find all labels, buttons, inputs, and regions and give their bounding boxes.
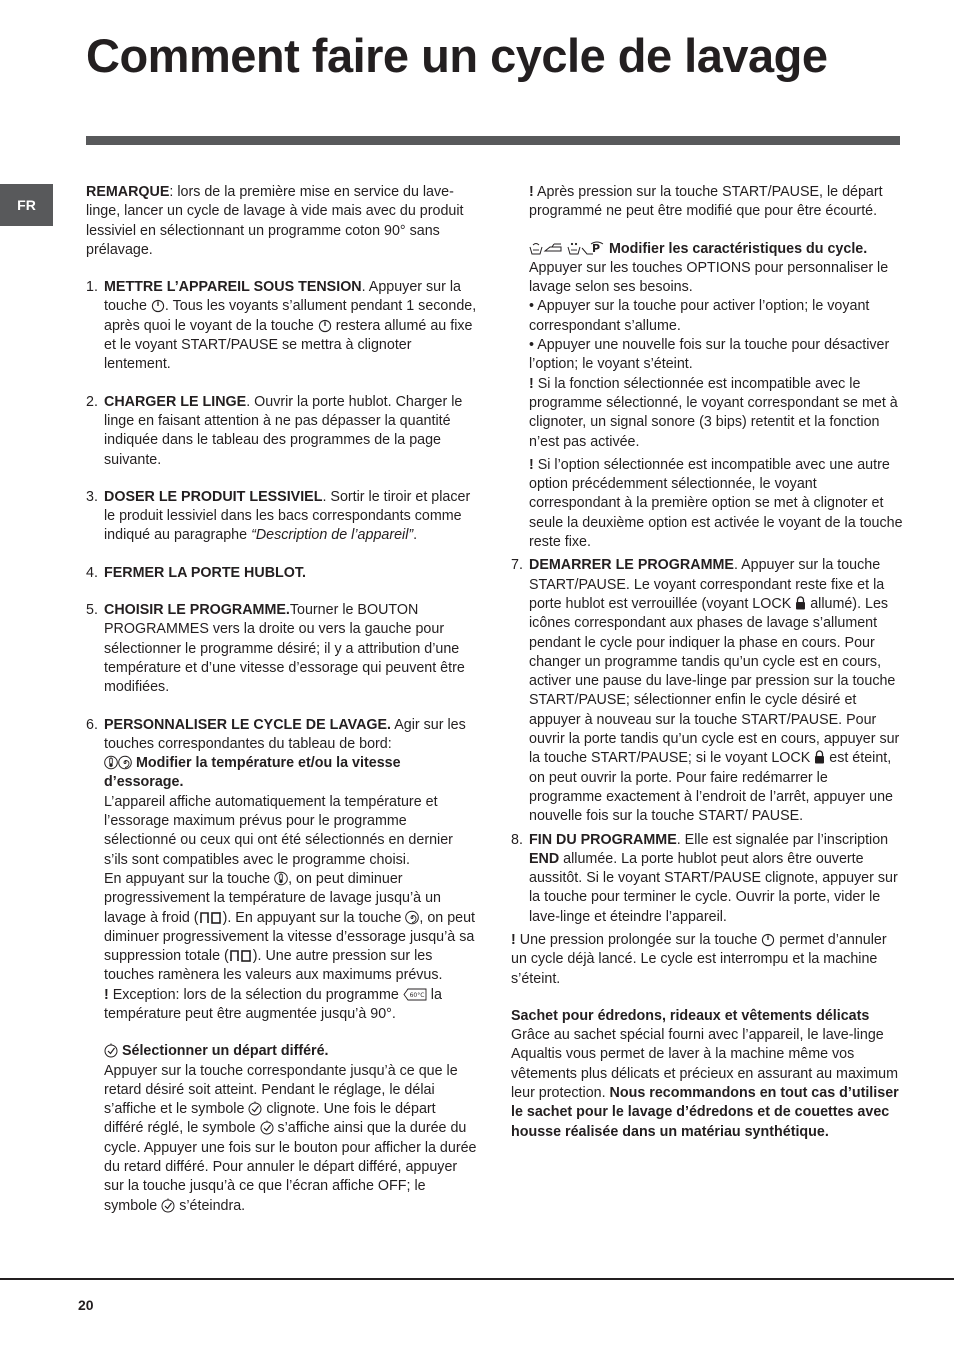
step-3: 3. DOSER LE PRODUIT LESSIVIEL. Sortir le tiroir et placer le produit lessiviel dans les bacs correspondants comme indiqué au paragraphe “Description de l’appareil”. (86, 488, 471, 544)
subsection-title: Modifier les caractéristiques du cycle. (605, 240, 868, 257)
step-number: 6. (86, 716, 98, 733)
lock-icon (795, 596, 806, 610)
thermometer-icon (274, 871, 288, 886)
footer-rule (0, 1278, 954, 1280)
off-display-icon (199, 910, 223, 925)
svg-text:60°C: 60°C (409, 991, 425, 999)
step-number: 3. (86, 488, 98, 505)
spin-icon (118, 755, 132, 770)
power-icon (761, 932, 775, 947)
options-subsection: P Modifier les caractéristiques du cycle. Appuyer sur les touches OPTIONS pour personnaliser le lavage selon ses besoins. • Appuyer sur la touche pour activer l’option; le voyant correspondant s’allume. • Appuyer une nouvelle fois sur la touche pour désactiver l’option; le voyant s’éteint. ! Si la fonction sélectionnée est incompatible avec le programme sélectionné, le voyant correspondant se met à clignoter, un signal sonore (3 bips) retentit et la fonction n’est pas activée. ! Si l’option sélectionnée est incompatible avec une autre option précédemment sélectionnée, le voyant correspondant à la première option se met à clignoter et seule la deuxième option est activée le voyant de la touche reste fixe. (529, 240, 903, 551)
cancel-note: ! Une pression prolongée sur la touche permet d’annuler un cycle déjà lancé. Le cycle est interrompu et la machine s’éteint. (511, 931, 887, 987)
step-number: 4. (86, 564, 98, 581)
remark (86, 183, 478, 260)
step-4: 4. FERMER LA PORTE HUBLOT. (86, 564, 478, 583)
lock-icon (814, 750, 825, 764)
step-2: 2. CHARGER LE LINGE. Ouvrir la porte hublot. Charger le linge en faisant attention à ne pas dépasser la quantité indiquée dans le tableau des programmes de la page suivante. (86, 393, 463, 468)
step-8: 8. FIN DU PROGRAMME. Elle est signalée par l’inscription END allumée. La porte hublot peut alors être ouverte aussitôt. Si le voyant START/PAUSE clignote, appuyer sur la touche pour terminer le cycle. Ouvrir la porte, vider le lave-linge et éteindre l’appareil. (511, 831, 898, 925)
svg-text:P: P (591, 241, 601, 255)
step-title: CHARGER LE LINGE (104, 393, 247, 410)
delay-start-icon (161, 1198, 175, 1213)
step-title: DOSER LE PRODUIT LESSIVIEL (104, 488, 323, 505)
step-title: PERSONNALISER LE CYCLE DE LAVAGE. (104, 716, 392, 733)
easy-iron-icon (543, 241, 567, 256)
prewash-icon (529, 241, 543, 256)
cotton-60-program-icon (403, 987, 427, 1002)
power-icon (318, 318, 332, 333)
step-number: 1. (86, 279, 98, 296)
warning-mark: ! (529, 184, 534, 200)
extra-rinse-icon (567, 241, 581, 256)
bag-section: Sachet pour édredons, rideaux et vêtements délicats Grâce au sachet spécial fourni avec l’appareil, le lave-linge Aqualtis vous permet de laver à la machine même vos vêtements plus délicats et précieux en assurant au maximum leur protection. Nous recommandons en tout cas d’utiliser le sachet pour le lavage d’édredons et de couettes avec housse réalisée dans un matériau synthétique. (511, 1007, 899, 1140)
remark-text: : lors de la première mise en service du lave-linge, lancer un cycle de lavage à vide mais avec du produit lessiviel en sélectionnant un programme coton 90° sans prélavage. (86, 184, 464, 258)
step-6: 6. PERSONNALISER LE CYCLE DE LAVAGE. Agir sur les touches correspondantes du tableau de bord: Modifier la température et/ou la vitesse d’essorage. L’appareil affiche automatiquement la température et l’essorage maximum prévus pour le programme sélectionné ou ceux qui ont été sélectionnés en dernier s’ils sont compatibles avec le programme choisi. En appuyant sur la touche , on peut diminuer progressivement la température de lavage jusqu’à un lavage à froid ( ). En appuyant sur la touche , on peut diminuer progressivement la vitesse d’essorage jusqu’à sa suppression totale ( ). Une autre pression sur les touches ramènera les valeurs aux maximums prévus. ! Exception: lors de la sélection du programme 60°C la température peut être augmentée jusqu’à 90°. Sélectionner un départ différé. Appuyer sur la touche correspondante jusqu’à ce que le retard désiré soit atteint. Pendant le réglage, le délai s’affiche et le symbole clignote. Une fois le départ différé réglé, le symbole s’affiche ainsi que la durée du cycle. Appuyer une fois sur le bouton pour afficher la durée du retard différé. Pour annuler le départ différé, appuyer sur la touche jusqu’à ce que l’écran affiche OFF; le symbole s’éteindra. (86, 716, 477, 1214)
delay-start-icon (104, 1043, 118, 1058)
step-title: CHOISIR LE PROGRAMME. (104, 602, 290, 619)
step-7: 7. DEMARRER LE PROGRAMME. Appuyer sur la touche START/PAUSE. Le voyant correspondant reste fixe et la porte hublot est verrouillée (voyant LOCK allumé). Les icônes correspondant aux phases de lavage s’allument pendant le cycle pour indiquer la phase en cours. Pour changer un programme tandis qu’un cycle est en cours, activer une pause du lave-linge par pression sur la touche START/PAUSE; sélectionner enfin le cycle désiré et appuyer à nouveau sur la touche START/PAUSE. Pour ouvrir la porte tandis qu’un cycle est en cours, appuyer sur la touche START/PAUSE; si le voyant LOCK est éteint, on peut ouvrir la porte. Pour faire redémarrer le programme exactement à l’endroit de l’arrêt, appuyer une nouvelle fois sur la touche START/ PAUSE. (511, 557, 900, 825)
thermometer-icon (104, 755, 118, 770)
title-rule (86, 136, 900, 145)
language-tab: FR (0, 184, 53, 226)
subsection-title: Modifier la température et/ou la vitesse d’essorage. (104, 755, 401, 791)
step-title: DEMARRER LE PROGRAMME (529, 557, 734, 574)
step-1: 1. METTRE L’APPAREIL SOUS TENSION. Appuyer sur la touche . Tous les voyants s’allument pendant 1 seconde, après quoi le voyant de la touche restera allumé au fixe et le voyant START/PAUSE se mettra à clignoter lentement. (86, 279, 477, 373)
step-number: 8. (511, 831, 523, 848)
page-number: 20 (78, 1297, 94, 1313)
warning-mark: ! (529, 375, 534, 392)
right-column (511, 183, 903, 1142)
step-title: METTRE L’APPAREIL SOUS TENSION (104, 279, 362, 296)
spin-icon (405, 910, 419, 925)
subsection-title: Sélectionner un départ différé. (118, 1043, 329, 1060)
step-title: FIN DU PROGRAMME (529, 831, 677, 848)
warning-mark: ! (104, 986, 109, 1003)
left-column (86, 183, 478, 1216)
off-display-icon (229, 948, 253, 963)
dry-clean-icon (581, 241, 605, 256)
delay-subsection (104, 1042, 478, 1061)
remark-label: REMARQUE (86, 184, 170, 200)
delay-note: ! Après pression sur la touche START/PAUSE, le départ programmé ne peut être modifié que pour être écourté. (529, 184, 883, 220)
step-number: 5. (86, 602, 98, 619)
step-number: 7. (511, 557, 523, 574)
step-number: 2. (86, 393, 98, 410)
delay-start-icon (260, 1120, 274, 1135)
page-title: Comment faire un cycle de lavage (86, 29, 828, 82)
step-5: 5. CHOISIR LE PROGRAMME.Tourner le BOUTON PROGRAMMES vers la droite ou vers la gauche pour sélectionner le programme désiré; il y a attribution d’une température et d’une vitesse d’essorage qui peuvent être modifiées. (86, 602, 465, 696)
warning-mark: ! (511, 931, 516, 948)
power-icon (151, 298, 165, 313)
delay-start-icon (248, 1101, 262, 1116)
step-title: FERMER LA PORTE HUBLOT (104, 564, 303, 581)
warning-mark: ! (529, 456, 534, 473)
section-heading: Sachet pour édredons, rideaux et vêtements délicats (511, 1007, 870, 1024)
